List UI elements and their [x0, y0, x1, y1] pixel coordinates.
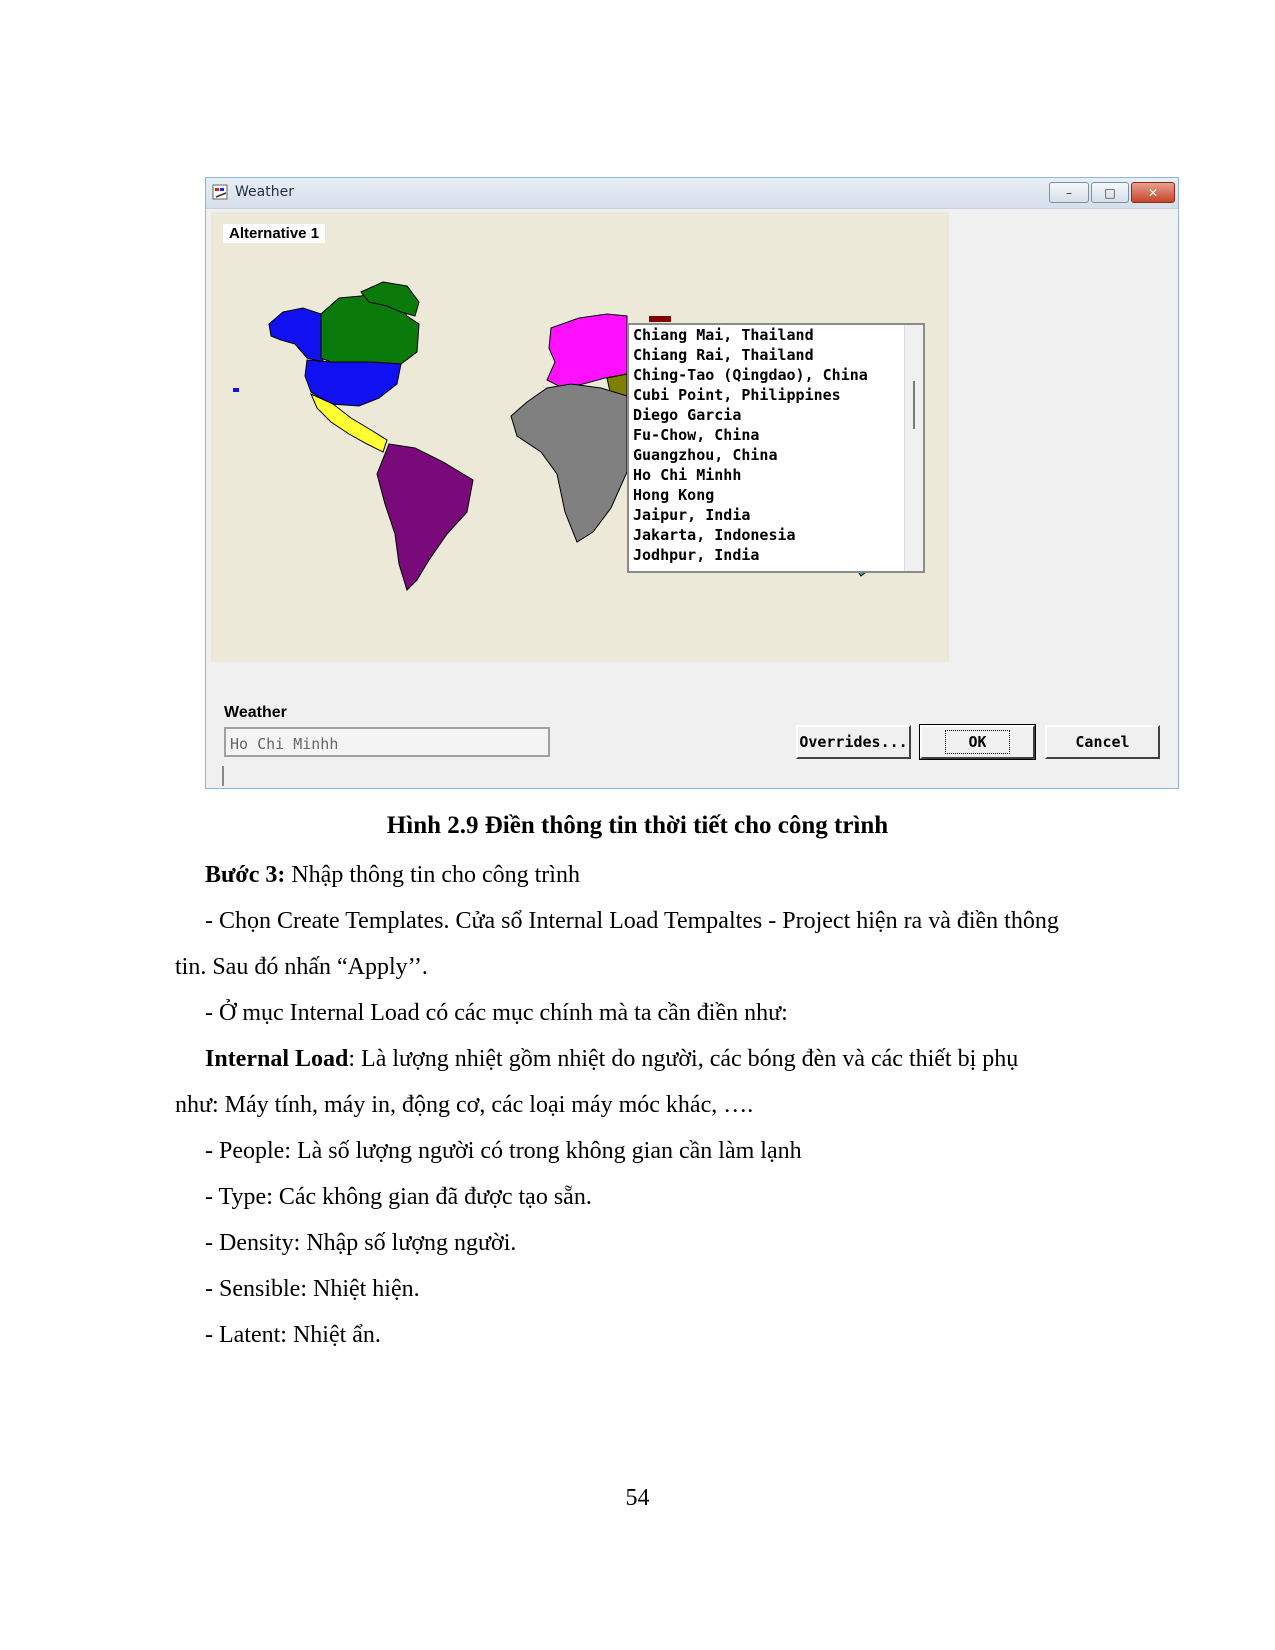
overrides-button[interactable]: Overrides... — [796, 725, 911, 759]
city-list-item[interactable]: Fu-Chow, China — [633, 426, 760, 444]
step-paragraph — [205, 860, 580, 890]
map-region-south-america[interactable] — [377, 444, 473, 590]
city-list[interactable] — [627, 323, 925, 573]
paragraph-line: như: Máy tính, máy in, động cơ, các loại máy móc khác, …. — [175, 1092, 754, 1118]
map-region-alaska[interactable] — [269, 308, 323, 362]
maximize-button[interactable] — [1091, 182, 1129, 203]
paragraph-line: - Chọn Create Templates. Cửa sổ Internal Load Tempaltes - Project hiện ra và điền thông — [205, 908, 1059, 934]
internal-load-paragraph — [205, 1044, 1018, 1074]
window-bottom-edge — [222, 766, 224, 786]
world-map-panel — [211, 212, 949, 662]
city-list-item[interactable]: Jodhpur, India — [633, 546, 760, 564]
internal-load-definition: : Là lượng nhiệt gồm nhiệt do người, các bóng đèn và các thiết bị phụ — [348, 1046, 1019, 1072]
alternative-label: Alternative 1 — [223, 224, 325, 243]
city-list-item[interactable]: Ching-Tao (Qingdao), China — [633, 366, 868, 384]
weather-field[interactable] — [224, 727, 550, 757]
city-list-item[interactable]: Chiang Rai, Thailand — [633, 346, 814, 364]
maximize-icon: □ — [1104, 185, 1116, 200]
city-list-item[interactable]: Jakarta, Indonesia — [633, 526, 796, 544]
title-bar — [206, 178, 1178, 209]
scroll-thumb[interactable] — [913, 381, 915, 429]
minimize-button[interactable] — [1049, 182, 1089, 203]
ok-button-label: OK — [945, 730, 1009, 754]
internal-load-term: Internal Load — [205, 1046, 349, 1072]
ok-button[interactable] — [920, 725, 1035, 759]
bullet-item: - People: Là số lượng người có trong không gian cần làm lạnh — [205, 1138, 802, 1164]
paragraph-line: - Ở mục Internal Load có các mục chính mà ta cần điền như: — [205, 1000, 788, 1026]
map-region-hawaii[interactable] — [233, 388, 239, 392]
window-title: Weather — [235, 184, 294, 200]
step-text: Nhập thông tin cho công trình — [285, 862, 580, 888]
city-list-item[interactable]: Hong Kong — [633, 486, 715, 504]
step-label: Bước 3: — [205, 862, 286, 888]
bullet-item: - Type: Các không gian đã được tạo sẵn. — [205, 1184, 592, 1210]
city-list-item[interactable]: Cubi Point, Philippines — [633, 386, 841, 404]
city-list-item[interactable]: Chiang Mai, Thailand — [633, 326, 814, 344]
bullet-item: - Latent: Nhiệt ẩn. — [205, 1322, 381, 1348]
close-button[interactable] — [1131, 182, 1175, 203]
weather-label: Weather — [224, 704, 287, 721]
figure-caption: Hình 2.9 Điền thông tin thời tiết cho công trình — [386, 812, 889, 839]
minimize-icon: – — [1066, 185, 1072, 200]
list-scrollbar[interactable] — [904, 325, 923, 571]
city-list-item[interactable]: Diego Garcia — [633, 406, 742, 424]
city-list-item[interactable]: Ho Chi Minhh — [633, 466, 742, 484]
bullet-item: - Sensible: Nhiệt hiện. — [205, 1276, 420, 1302]
city-list-item[interactable]: Jaipur, India — [633, 506, 751, 524]
close-icon: ✕ — [1147, 185, 1159, 200]
map-region-africa[interactable] — [511, 384, 627, 542]
bullet-item: - Density: Nhập số lượng người. — [205, 1230, 517, 1256]
map-region-asia-fragment[interactable] — [649, 316, 671, 322]
page-number: 54 — [625, 1485, 650, 1511]
paragraph-line: tin. Sau đó nhấn “Apply’’. — [175, 954, 428, 980]
cancel-button[interactable]: Cancel — [1045, 725, 1160, 759]
weather-window — [205, 177, 1179, 789]
app-icon — [211, 183, 231, 203]
city-list-item[interactable]: Guangzhou, China — [633, 446, 778, 464]
